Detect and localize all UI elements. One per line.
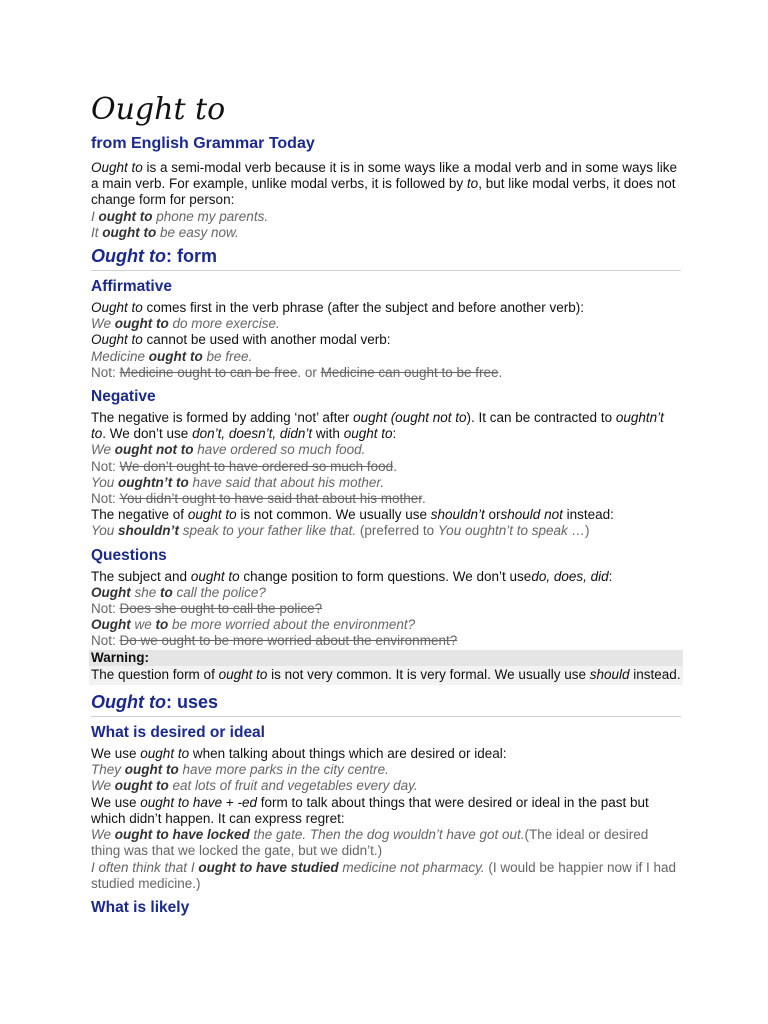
text-italic: Ought to — [91, 332, 143, 348]
section-heading-form — [91, 245, 681, 271]
ex-part: be easy now. — [156, 224, 239, 240]
ex-part: be more worried about the environment? — [168, 617, 416, 633]
text: instead. — [629, 666, 681, 682]
questions-example-1 — [91, 585, 681, 601]
text: . — [422, 491, 426, 507]
section-heading-uses — [91, 691, 681, 717]
ex-part: We — [91, 316, 115, 332]
text: : — [608, 568, 613, 584]
ex-part: You — [91, 474, 119, 490]
ex-part: You — [91, 523, 119, 539]
negative-example-3 — [91, 523, 681, 539]
ex-part: phone my parents. — [152, 208, 269, 224]
heading-rest: : uses — [165, 692, 219, 713]
text: : — [392, 426, 397, 442]
questions-example-2 — [91, 617, 681, 633]
ex-bold: Ought — [91, 584, 131, 600]
text: or — [484, 507, 501, 523]
ex-part: We — [91, 778, 115, 794]
text-italic: oughtn’t to — [91, 410, 664, 442]
ex-bold: ought to — [98, 208, 153, 224]
ex-part: have more parks in the city centre. — [178, 762, 389, 778]
struck-example: We don’t ought to have ordered so much food — [119, 458, 394, 474]
subheading-desired: What is desired or ideal — [91, 724, 265, 742]
text-italic: ought to — [187, 507, 237, 523]
negative-not-example-1 — [91, 459, 681, 475]
text: The negative of — [91, 507, 188, 523]
intro-text-2: , but like modal verbs, it does not change form for person: — [91, 176, 676, 208]
text-italic: -ed — [237, 794, 258, 810]
text-italic: should — [589, 666, 630, 682]
not-label: Not: — [91, 601, 120, 617]
ex-part: speak to your father like that. — [179, 523, 357, 539]
ex-bold: ought not to — [114, 442, 194, 458]
warning-label: Warning: — [89, 650, 683, 666]
text: The negative is formed by adding ‘not’ after — [91, 410, 354, 426]
affirmative-example-1 — [91, 316, 681, 332]
negative-example-1 — [91, 442, 681, 458]
struck-example: You didn’t ought to have said that about his mother — [119, 491, 422, 507]
text: change position to form questions. We don’t use — [239, 568, 532, 584]
ex-bold: ought to have locked — [114, 827, 250, 843]
intro-paragraph — [91, 160, 681, 209]
intro-example-2 — [91, 225, 681, 241]
ex-part: have said that about his mother. — [188, 474, 385, 490]
negative-not-example-2 — [91, 491, 681, 507]
text: The subject and — [91, 568, 191, 584]
ex-bold: ought to — [124, 762, 179, 778]
struck-example: Do we ought to be more worried about the environment? — [119, 633, 458, 649]
ex-bold: oughtn’t to — [118, 474, 189, 490]
ex-note: (preferred to — [356, 523, 438, 539]
ex-part: the gate. Then the dog — [249, 827, 394, 843]
ex-part: we — [130, 617, 156, 633]
text-italic: don’t, doesn’t, didn’t — [192, 426, 313, 442]
desired-paragraph-2 — [91, 795, 681, 827]
ex-bold: ought to — [114, 316, 169, 332]
intro-to: to — [466, 176, 479, 192]
text: The question form of — [91, 666, 219, 682]
questions-paragraph-1 — [91, 569, 681, 585]
not-label: Not: — [91, 364, 120, 380]
not-label: Not: — [91, 491, 120, 507]
not-label: Not: — [91, 458, 120, 474]
text: instead: — [562, 507, 614, 523]
intro-example-1 — [91, 209, 681, 225]
ex-part: she — [130, 584, 161, 600]
text: cannot be used with another modal verb: — [142, 332, 391, 348]
text: + — [222, 794, 238, 810]
ex-bold: ought to — [114, 778, 169, 794]
ex-part: We — [91, 827, 115, 843]
text-italic: ought to have — [140, 794, 223, 810]
ex-part: You oughtn’t to speak … — [437, 523, 586, 539]
negative-example-2 — [91, 475, 681, 491]
text: . or — [297, 364, 321, 380]
source-line: from English Grammar Today — [91, 135, 315, 152]
ex-bold: Ought — [91, 617, 131, 633]
ex-part: It — [91, 224, 103, 240]
ex-part: be free. — [202, 348, 253, 364]
ex-part: I often think that I — [91, 859, 199, 875]
text: form to talk about things that were desired or ideal in the past but which didn’t happen. It can express regret: — [91, 794, 649, 826]
text: with — [312, 426, 344, 442]
text: . — [393, 458, 397, 474]
ex-part: have got out. — [442, 827, 525, 843]
text-italic: shouldn’t — [430, 507, 485, 523]
text-italic: ought to — [343, 426, 393, 442]
ex-part: I — [91, 208, 99, 224]
ex-part: eat lots of fruit and vegetables every day. — [168, 778, 418, 794]
affirmative-not-example — [91, 365, 681, 381]
text-italic: ought to — [218, 666, 268, 682]
affirmative-paragraph-1 — [91, 300, 681, 316]
text: We use — [91, 794, 141, 810]
ex-bold: ought to have studied — [198, 859, 339, 875]
ex-part: medicine not pharmacy. — [338, 859, 485, 875]
subheading-likely: What is likely — [91, 898, 190, 916]
text-italic: should not — [500, 507, 563, 523]
text: comes first in the verb phrase (after the subject and before another verb): — [142, 300, 585, 316]
ex-part: have ordered so much food. — [193, 442, 366, 458]
heading-term: Ought to — [91, 692, 166, 713]
not-label: Not: — [91, 633, 120, 649]
ex-bold: ought to — [102, 224, 157, 240]
desired-example-1 — [91, 762, 681, 778]
text: . — [498, 364, 503, 380]
ex-part: call the police? — [172, 584, 266, 600]
ex-bold: shouldn’t — [118, 523, 180, 539]
affirmative-example-2 — [91, 349, 681, 365]
heading-term: Ought to — [91, 246, 166, 267]
questions-not-example-2 — [91, 633, 681, 649]
text-italic: ought (ought not to — [353, 410, 467, 426]
intro-text-1: is a semi-modal verb because it is in some ways like a modal verb and in some ways like a main verb. For example, unlike modal verbs, it is followed by — [91, 160, 678, 192]
warning-box — [89, 666, 683, 685]
subheading-negative: Negative — [91, 388, 156, 406]
subheading-questions: Questions — [91, 546, 167, 564]
desired-paragraph-1 — [91, 746, 681, 762]
struck-example: Does she ought to call the police? — [119, 601, 323, 617]
text: is not very common. It is very formal. We usually use — [267, 666, 590, 682]
text: is not common. We usually use — [236, 507, 431, 523]
text: ). It can be contracted to — [466, 410, 616, 426]
ex-bold: to — [155, 617, 169, 633]
heading-rest: : form — [165, 246, 217, 267]
ex-part: They — [91, 762, 125, 778]
questions-not-example-1 — [91, 601, 681, 617]
desired-example-2 — [91, 778, 681, 794]
ex-part: do more exercise. — [168, 316, 280, 332]
negative-paragraph-1 — [91, 410, 681, 442]
ex-part: We — [91, 442, 115, 458]
text-italic: do, does, did — [531, 568, 609, 584]
ex-part: wouldn’t — [393, 827, 443, 843]
desired-example-4 — [91, 860, 681, 892]
subheading-affirmative: Affirmative — [91, 278, 172, 296]
text: We use — [91, 746, 141, 762]
text: when talking about things which are desired or ideal: — [189, 746, 507, 762]
text: . We don’t use — [102, 426, 193, 442]
ex-note: ) — [585, 523, 590, 539]
negative-paragraph-2 — [91, 507, 681, 523]
ex-part: Medicine — [91, 348, 149, 364]
document-content — [91, 92, 681, 921]
ex-bold: ought to — [148, 348, 203, 364]
struck-example: Medicine ought to can be free — [119, 364, 298, 380]
struck-example: Medicine can ought to be free — [320, 364, 499, 380]
ex-bold: to — [160, 584, 173, 600]
desired-example-3 — [91, 827, 681, 859]
text-italic: ought to — [190, 568, 240, 584]
page-title: Ought to — [91, 92, 226, 127]
intro-term: Ought to — [91, 160, 143, 175]
ex-note: (I would be happier now if I had studied medicine.) — [91, 859, 677, 891]
text-italic: Ought to — [91, 300, 143, 316]
ex-note: (The ideal or desired thing was that we locked the gate, but we didn’t.) — [91, 827, 649, 859]
affirmative-paragraph-2 — [91, 332, 681, 348]
text-italic: ought to — [140, 746, 190, 762]
